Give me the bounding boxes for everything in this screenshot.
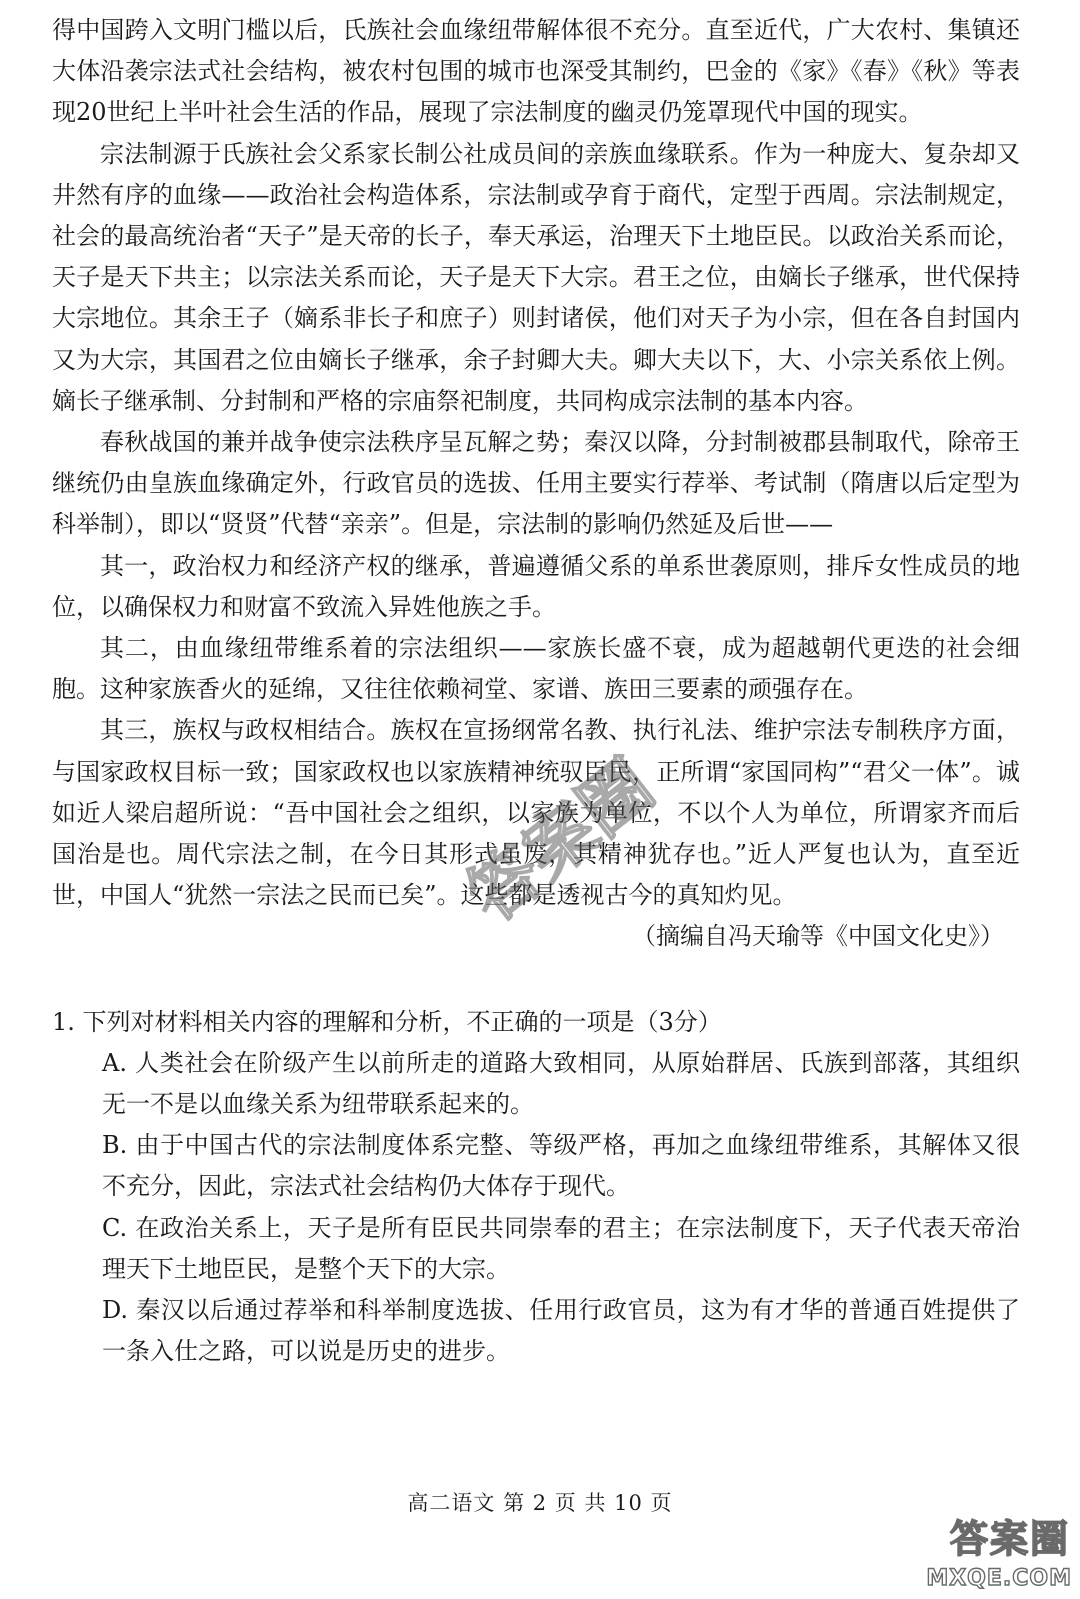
corner-watermark-url: MXQE.COM bbox=[926, 1566, 1072, 1591]
section-gap bbox=[52, 958, 1020, 1002]
option-c: C. 在政治关系上，天子是所有臣民共同崇奉的君主；在宗法制度下，天子代表天帝治理天下土地臣民，是整个天下的大宗。 bbox=[102, 1213, 1020, 1283]
exam-page bbox=[52, 10, 1020, 1373]
article-paragraph-6: 其三，族权与政权相结合。族权在宣扬纲常名教、执行礼法、维护宗法专制秩序方面，与国家政权目标一致；国家政权也以家族精神统驭臣民，正所谓“家国同构”“君父一体”。诚如近人梁启超所说：“吾中国社会之组织，以家族为单位，不以个人为单位，所谓家齐而后国治是也。周代宗法之制，在今日其形式虽废，其精神犹存也。”近人严复也认为，直至近世，中国人“犹然一宗法之民而已矣”。这些都是透视古今的真知灼见。 bbox=[52, 716, 1020, 910]
option-b: B. 由于中国古代的宗法制度体系完整、等级严格，再加之血缘纽带维系，其解体又很不充分，因此，宗法式社会结构仍大体存于现代。 bbox=[102, 1131, 1020, 1201]
option-d: D. 秦汉以后通过荐举和科举制度选拔、任用行政官员，这为有才华的普通百姓提供了一条入仕之路，可以说是历史的进步。 bbox=[102, 1296, 1020, 1366]
article-paragraph-1: 得中国跨入文明门槛以后，氏族社会血缘纽带解体很不充分。直至近代，广大农村、集镇还大体沿袭宗法式社会结构，被农村包围的城市也深受其制约，巴金的《家》《春》《秋》等表现20世纪上半叶社会生活的作品，展现了宗法制度的幽灵仍笼罩现代中国的现实。 bbox=[52, 16, 1020, 127]
page-footer: 高二语文 第 2 页 共 10 页 bbox=[407, 1491, 673, 1515]
corner-watermark-logo bbox=[926, 1509, 1080, 1599]
article-paragraph-2: 宗法制源于氏族社会父系家长制公社成员间的亲族血缘联系。作为一种庞大、复杂却又井然有序的血缘——政治社会构造体系，宗法制或孕育于商代，定型于西周。宗法制规定，社会的最高统治者“天子”是天帝的长子，奉天承运，治理天下土地臣民。以政治关系而论，天子是天下共主；以宗法关系而论，天子是天下大宗。君王之位，由嫡长子继承，世代保持大宗地位。其余王子（嫡系非长子和庶子）则封诸侯，他们对天子为小宗，但在各自封国内又为大宗，其国君之位由嫡长子继承，余子封卿大夫。卿大夫以下，大、小宗关系依上例。嫡长子继承制、分封制和严格的宗庙祭祀制度，共同构成宗法制的基本内容。 bbox=[52, 139, 1020, 415]
option-a: A. 人类社会在阶级产生以前所走的道路大致相同，从原始群居、氏族到部落，其组织无一不是以血缘关系为纽带联系起来的。 bbox=[102, 1048, 1020, 1119]
article-paragraph-5: 其二，由血缘纽带维系着的宗法组织——家族长盛不衰，成为超越朝代更迭的社会细胞。这种家族香火的延绵，又往往依赖祠堂、家谱、族田三要素的顽强存在。 bbox=[52, 634, 1020, 704]
watermark-stamp-text: 答案圈 bbox=[452, 744, 669, 938]
article-paragraph-4: 其一，政治权力和经济产权的继承，普遍遵循父系的单系世袭原则，排斥女性成员的地位，以确保权力和财富不致流入异姓他族之手。 bbox=[52, 551, 1020, 621]
article-paragraph-3: 春秋战国的兼并战争使宗法秩序呈瓦解之势；秦汉以降，分封制被郡县制取代，除帝王继统仍由皇族血缘确定外，行政官员的选拔、任用主要实行荐举、考试制（隋唐以后定型为科举制），即以“贤贤”代替“亲亲”。但是，宗法制的影响仍然延及后世—— bbox=[52, 428, 1020, 539]
question-stem: 1. 下列对材料相关内容的理解和分析，不正确的一项是（3分） bbox=[52, 1007, 722, 1036]
corner-watermark-main: 答案圈 bbox=[949, 1517, 1070, 1561]
article-source: （摘编自冯天瑜等《中国文化史》） bbox=[632, 922, 1004, 951]
